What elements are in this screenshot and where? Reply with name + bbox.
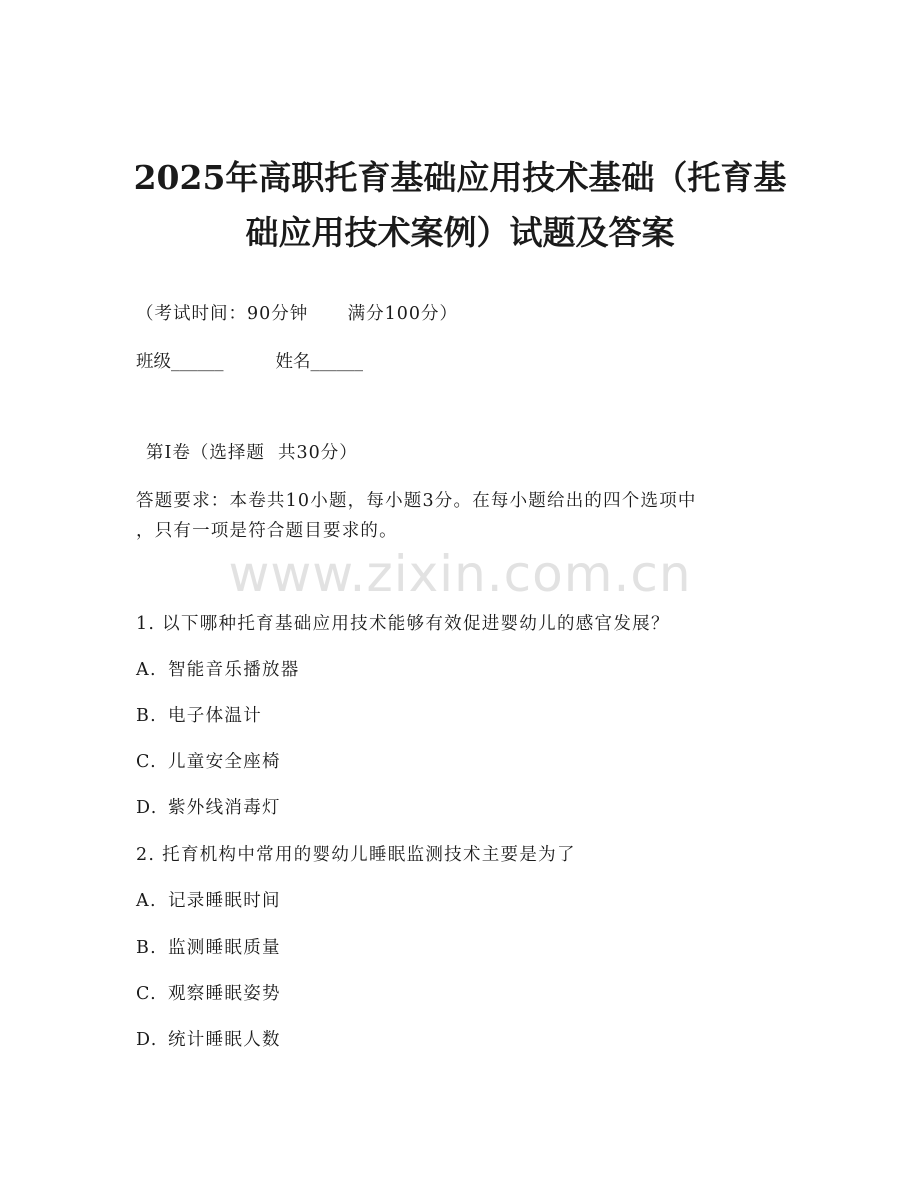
option-letter: B. xyxy=(136,938,158,958)
class-field-label: 班级______ xyxy=(136,352,224,372)
question-2-text: 2. 托育机构中常用的婴幼儿睡眠监测技术主要是为了 xyxy=(136,845,576,865)
requirements-line-2: ，只有一项是符合题目要求的。 xyxy=(136,521,398,541)
section-header: 第I卷（选择题 共30分） xyxy=(146,443,358,463)
option-text: 统计睡眠人数 xyxy=(168,1030,281,1050)
exam-info: （考试时间：90分钟 满分100分） xyxy=(136,304,459,324)
student-info-line xyxy=(136,349,363,375)
option-letter: B. xyxy=(136,706,158,726)
name-field-label: 姓名______ xyxy=(275,352,363,372)
requirements-line-1: 答题要求：本卷共10小题，每小题3分。在每小题给出的四个选项中 xyxy=(136,491,697,511)
question-2-option-b xyxy=(136,935,281,961)
option-text: 儿童安全座椅 xyxy=(168,752,281,772)
question-1-option-d xyxy=(136,795,281,821)
option-text: 监测睡眠质量 xyxy=(168,938,281,958)
option-text: 紫外线消毒灯 xyxy=(168,798,281,818)
option-letter: C. xyxy=(136,752,157,772)
question-2-option-c xyxy=(136,981,281,1007)
document-title xyxy=(0,150,920,260)
option-text: 观察睡眠姿势 xyxy=(168,984,281,1004)
option-text: 记录睡眠时间 xyxy=(168,891,281,911)
question-1-option-a xyxy=(136,657,300,683)
question-2-option-d xyxy=(136,1027,281,1053)
option-text: 电子体温计 xyxy=(168,706,262,726)
option-letter: D. xyxy=(136,798,158,818)
option-text: 智能音乐播放器 xyxy=(168,660,300,680)
question-1-option-c xyxy=(136,749,281,775)
watermark: www.zixin.com.cn xyxy=(228,545,692,603)
question-1-text: 1. 以下哪种托育基础应用技术能够有效促进婴幼儿的感官发展？ xyxy=(136,614,670,634)
question-2-option-a xyxy=(136,888,281,914)
option-letter: D. xyxy=(136,1030,158,1050)
title-line-2: 础应用技术案例）试题及答案 xyxy=(245,213,675,252)
option-letter: A. xyxy=(136,660,157,680)
option-letter: A. xyxy=(136,891,157,911)
option-letter: C. xyxy=(136,984,157,1004)
title-line-1: 2025年高职托育基础应用技术基础（托育基 xyxy=(133,158,787,197)
question-1-option-b xyxy=(136,703,262,729)
